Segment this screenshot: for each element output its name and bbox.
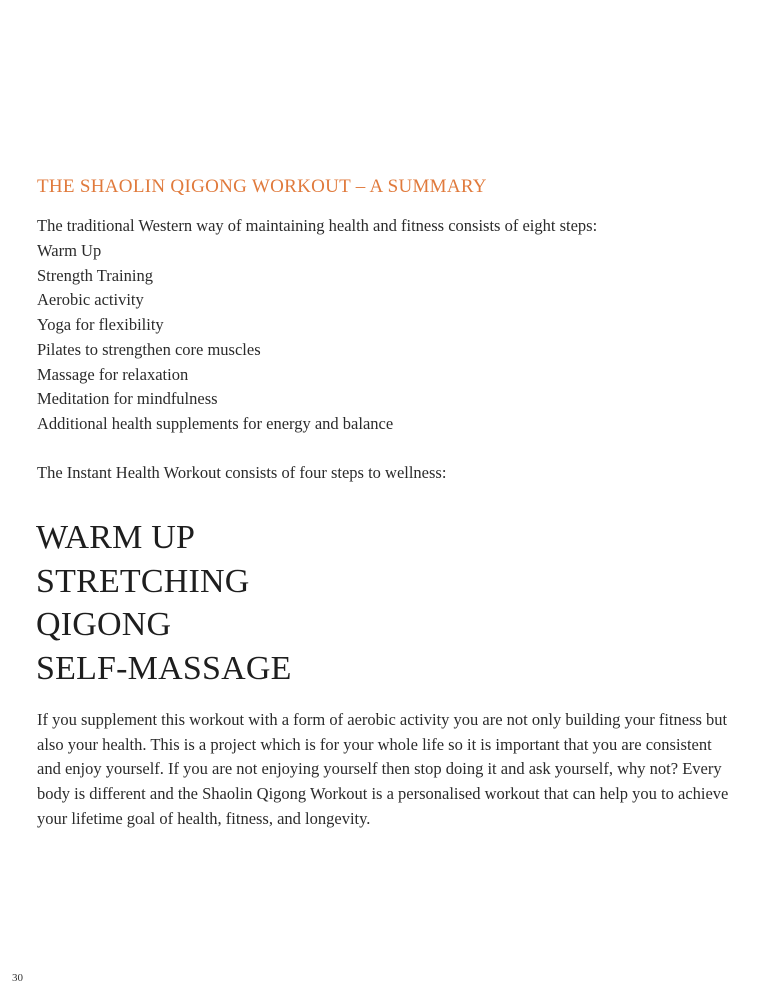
- list-item: Warm Up: [37, 241, 102, 260]
- section-heading: THE SHAOLIN QIGONG WORKOUT – A SUMMARY: [37, 176, 487, 197]
- workout-steps-list: [36, 516, 292, 690]
- list-item: Additional health supplements for energy and balance: [37, 413, 394, 433]
- workout-step: WARM UP: [36, 519, 196, 556]
- list-item: Pilates to strengthen core muscles: [37, 339, 261, 359]
- list-item: Aerobic activity: [37, 290, 144, 310]
- list-item: Strength Training: [37, 265, 153, 285]
- closing-paragraph: If you supplement this workout with a form of aerobic activity you are not only building your fitness but also your health. This is a project which is for your whole life so it is important that you are consistent and enjoy yourself. If you are not enjoying yourself then stop doing it and ask yourself, why not? Every body is different and the Shaolin Qigong Workout is a personalised workout that can help you to achieve your lifetime goal of health, fitness, and longevity.: [37, 710, 729, 828]
- page-number: 30: [12, 972, 23, 984]
- workout-step: SELF-MASSAGE: [36, 649, 292, 687]
- list-item: Yoga for flexibility: [37, 315, 164, 335]
- list-item: Massage for relaxation: [37, 364, 189, 384]
- workout-step: QIGONG: [36, 606, 172, 643]
- intro-paragraph: The traditional Western way of maintaining health and fitness consists of eight steps:: [37, 216, 598, 235]
- list-item: Meditation for mindfulness: [37, 389, 218, 409]
- workout-step: STRETCHING: [36, 562, 250, 600]
- instant-workout-intro: The Instant Health Workout consists of four steps to wellness:: [37, 463, 447, 482]
- western-steps-list: [37, 239, 393, 437]
